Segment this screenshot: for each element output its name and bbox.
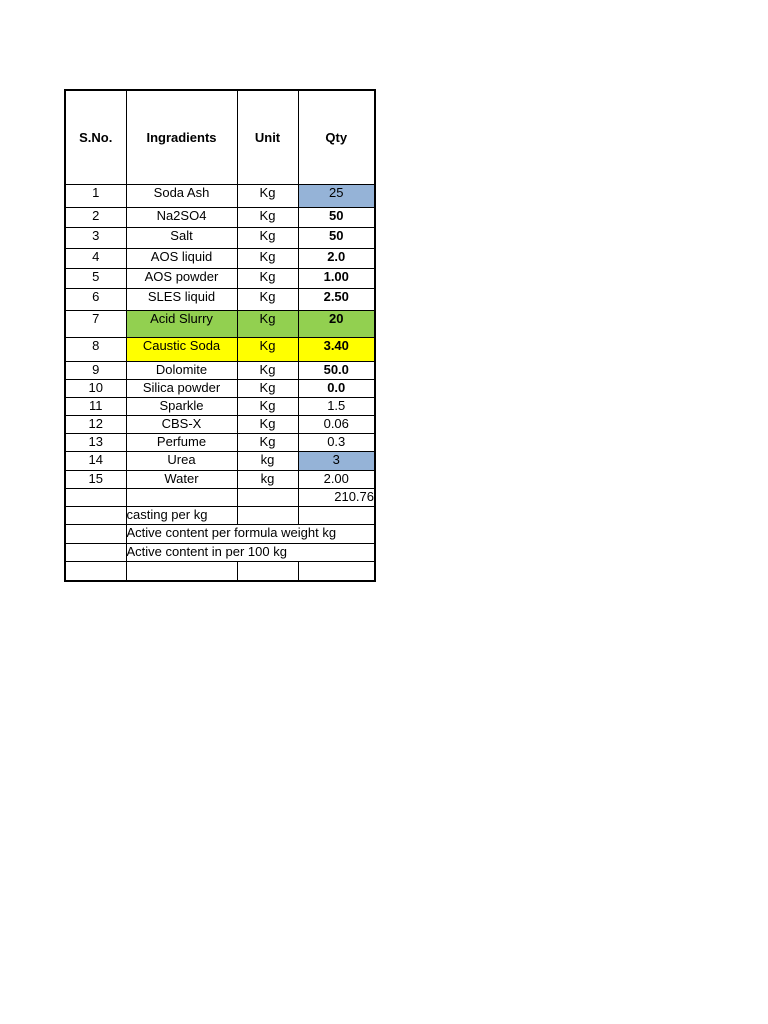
cell-sno[interactable]: 11	[65, 398, 126, 416]
cell-qty[interactable]: 3	[298, 452, 375, 471]
cell-ingredient[interactable]: CBS-X	[126, 416, 237, 434]
cell-empty[interactable]	[65, 489, 126, 507]
cell-sno[interactable]: 5	[65, 269, 126, 289]
table-row	[65, 380, 375, 398]
table-row	[65, 311, 375, 338]
cell-ingredient[interactable]: Water	[126, 471, 237, 489]
cell-sno[interactable]: 8	[65, 338, 126, 362]
cell-sno[interactable]: 3	[65, 228, 126, 249]
cell-qty[interactable]: 20	[298, 311, 375, 338]
cell-sno[interactable]: 13	[65, 434, 126, 452]
cell-qty[interactable]: 2.00	[298, 471, 375, 489]
cell-ingredient[interactable]: AOS powder	[126, 269, 237, 289]
table-row	[65, 452, 375, 471]
cell-empty[interactable]	[298, 562, 375, 581]
cell-sno[interactable]: 4	[65, 249, 126, 269]
note-active-formula[interactable]: Active content per formula weight kg	[126, 525, 375, 544]
cell-unit[interactable]: Kg	[237, 338, 298, 362]
cell-qty[interactable]: 50.0	[298, 362, 375, 380]
table-row	[65, 434, 375, 452]
cell-unit[interactable]: Kg	[237, 208, 298, 228]
cell-qty[interactable]: 3.40	[298, 338, 375, 362]
cell-sno[interactable]: 12	[65, 416, 126, 434]
cell-empty[interactable]	[65, 507, 126, 525]
cell-sno[interactable]: 6	[65, 289, 126, 311]
cell-empty[interactable]	[65, 562, 126, 581]
total-row	[65, 489, 375, 507]
cell-sno[interactable]: 2	[65, 208, 126, 228]
cell-empty[interactable]	[126, 489, 237, 507]
header-unit[interactable]: Unit	[237, 90, 298, 185]
header-ingredients[interactable]: Ingradients	[126, 90, 237, 185]
cell-empty[interactable]	[65, 544, 126, 562]
table-row	[65, 185, 375, 208]
table-body	[65, 185, 375, 581]
cell-qty[interactable]: 1.00	[298, 269, 375, 289]
cell-qty[interactable]: 2.50	[298, 289, 375, 311]
note-row	[65, 525, 375, 544]
cell-ingredient[interactable]: AOS liquid	[126, 249, 237, 269]
cell-ingredient[interactable]: Acid Slurry	[126, 311, 237, 338]
cell-qty[interactable]: 2.0	[298, 249, 375, 269]
cell-ingredient[interactable]: Dolomite	[126, 362, 237, 380]
cell-sno[interactable]: 1	[65, 185, 126, 208]
cell-empty[interactable]	[126, 562, 237, 581]
cell-qty[interactable]: 0.0	[298, 380, 375, 398]
table-row	[65, 208, 375, 228]
cell-unit[interactable]: Kg	[237, 185, 298, 208]
cell-unit[interactable]: kg	[237, 452, 298, 471]
cell-unit[interactable]: Kg	[237, 416, 298, 434]
cell-unit[interactable]: Kg	[237, 269, 298, 289]
cell-unit[interactable]: Kg	[237, 362, 298, 380]
note-active-100[interactable]: Active content in per 100 kg	[126, 544, 375, 562]
note-row	[65, 544, 375, 562]
cell-qty[interactable]: 1.5	[298, 398, 375, 416]
note-casting[interactable]: casting per kg	[126, 507, 237, 525]
cell-unit[interactable]: Kg	[237, 249, 298, 269]
total-qty[interactable]: 210.76	[298, 489, 375, 507]
spreadsheet	[64, 89, 376, 582]
cell-ingredient[interactable]: SLES liquid	[126, 289, 237, 311]
cell-qty[interactable]: 50	[298, 208, 375, 228]
table-row	[65, 362, 375, 380]
cell-qty[interactable]: 25	[298, 185, 375, 208]
cell-ingredient[interactable]: Na2SO4	[126, 208, 237, 228]
cell-qty[interactable]: 0.06	[298, 416, 375, 434]
empty-row	[65, 562, 375, 581]
table-row	[65, 471, 375, 489]
cell-empty[interactable]	[298, 507, 375, 525]
table-row	[65, 416, 375, 434]
cell-ingredient[interactable]: Urea	[126, 452, 237, 471]
cell-unit[interactable]: Kg	[237, 228, 298, 249]
cell-sno[interactable]: 10	[65, 380, 126, 398]
table-row	[65, 289, 375, 311]
cell-unit[interactable]: Kg	[237, 398, 298, 416]
cell-unit[interactable]: Kg	[237, 380, 298, 398]
cell-qty[interactable]: 0.3	[298, 434, 375, 452]
cell-empty[interactable]	[65, 525, 126, 544]
cell-unit[interactable]: kg	[237, 471, 298, 489]
header-qty[interactable]: Qty	[298, 90, 375, 185]
table-row	[65, 338, 375, 362]
cell-empty[interactable]	[237, 562, 298, 581]
cell-ingredient[interactable]: Perfume	[126, 434, 237, 452]
cell-empty[interactable]	[237, 507, 298, 525]
cell-ingredient[interactable]: Soda Ash	[126, 185, 237, 208]
table-row	[65, 269, 375, 289]
table-row	[65, 228, 375, 249]
table-row	[65, 249, 375, 269]
header-row	[65, 90, 375, 185]
cell-unit[interactable]: Kg	[237, 311, 298, 338]
cell-sno[interactable]: 9	[65, 362, 126, 380]
header-sno[interactable]: S.No.	[65, 90, 126, 185]
cell-sno[interactable]: 15	[65, 471, 126, 489]
cell-unit[interactable]: Kg	[237, 289, 298, 311]
cell-ingredient[interactable]: Sparkle	[126, 398, 237, 416]
cell-sno[interactable]: 7	[65, 311, 126, 338]
cell-ingredient[interactable]: Silica powder	[126, 380, 237, 398]
cell-unit[interactable]: Kg	[237, 434, 298, 452]
ingredients-table	[64, 89, 376, 582]
cell-ingredient[interactable]: Salt	[126, 228, 237, 249]
cell-empty[interactable]	[237, 489, 298, 507]
cell-sno[interactable]: 14	[65, 452, 126, 471]
cell-qty[interactable]: 50	[298, 228, 375, 249]
cell-ingredient[interactable]: Caustic Soda	[126, 338, 237, 362]
table-row	[65, 398, 375, 416]
note-row	[65, 507, 375, 525]
